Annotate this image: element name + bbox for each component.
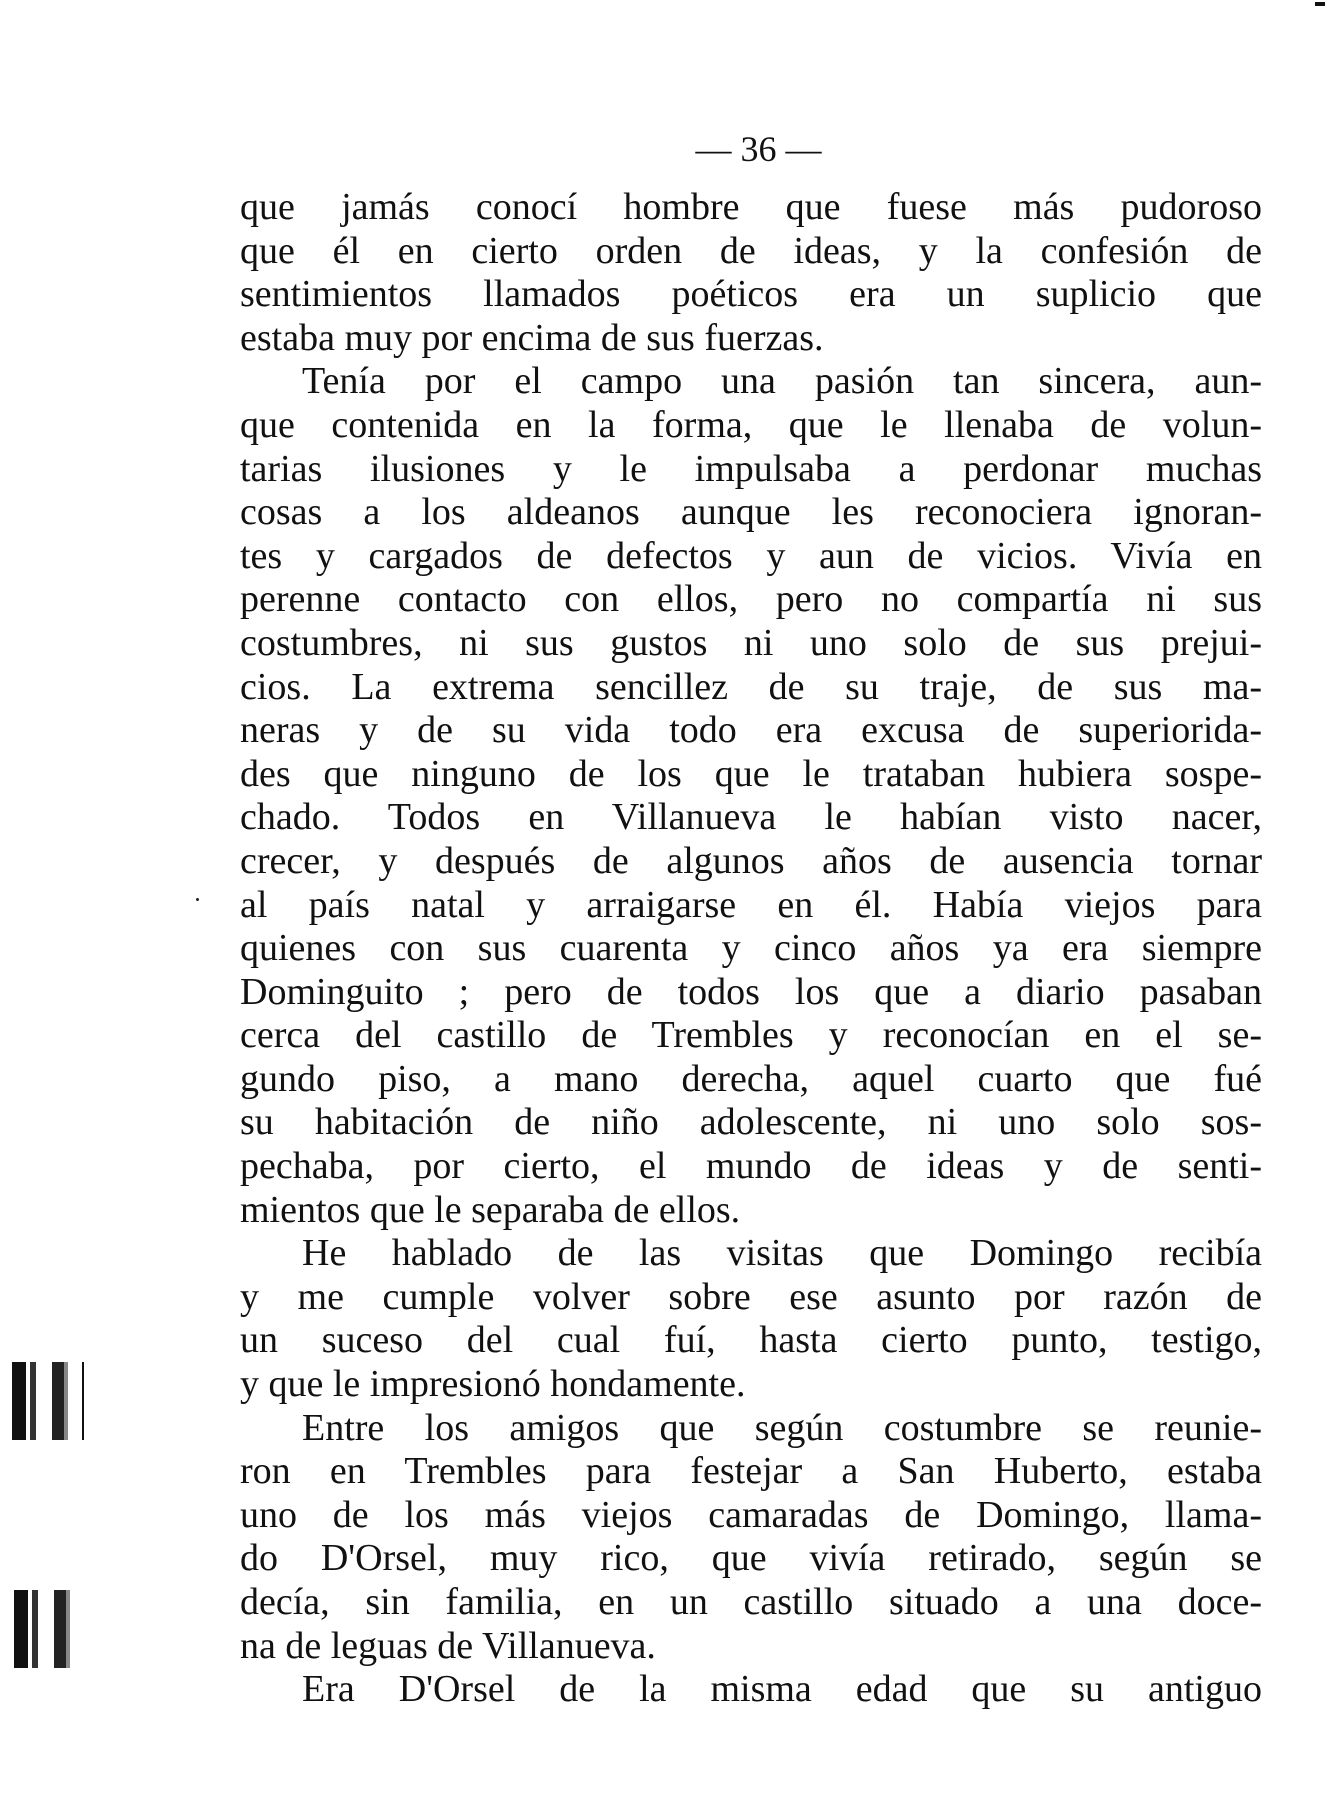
text-line: pechaba, por cierto, el mundo de ideas y de senti- (240, 1145, 1262, 1188)
text-line: des que ninguno de los que le trataban hubiera sospe- (240, 752, 1262, 795)
text-line: al país natal y arraigarse en él. Había viejos para (240, 883, 1262, 926)
scan-speck (196, 898, 199, 901)
text-line: crecer, y después de algunos años de ausencia tornar (240, 839, 1262, 882)
text-line: na de leguas de Villanueva. (240, 1624, 656, 1667)
text-line: perenne contacto con ellos, pero no compartía ni sus (240, 578, 1262, 621)
text-line: Era D'Orsel de la misma edad que su antiguo (302, 1668, 1262, 1711)
text-line: He hablado de las visitas que Domingo recibía (302, 1232, 1262, 1275)
scan-artifact (14, 1590, 84, 1668)
text-line: mientos que le separaba de ellos. (240, 1188, 741, 1231)
text-line: su habitación de niño adolescente, ni uno solo sos- (240, 1101, 1262, 1144)
text-line: cosas a los aldeanos aunque les reconociera ignoran- (240, 491, 1262, 534)
text-line: cios. La extrema sencillez de su traje, de sus ma- (240, 665, 1262, 708)
text-line: un suceso del cual fuí, hasta cierto punto, testigo, (240, 1319, 1262, 1362)
text-line: neras y de su vida todo era excusa de superiorida- (240, 709, 1262, 752)
text-line: tes y cargados de defectos y aun de vicios. Vivía en (240, 534, 1262, 577)
text-line: uno de los más viejos camaradas de Domingo, llama- (240, 1493, 1262, 1536)
text-line: tarias ilusiones y le impulsaba a perdonar muchas (240, 447, 1262, 490)
text-line: que contenida en la forma, que le llenaba de volun- (240, 403, 1262, 446)
text-line: decía, sin familia, en un castillo situado a una doce- (240, 1581, 1262, 1623)
text-line: Dominguito ; pero de todos los que a diario pasaban (240, 970, 1262, 1013)
text-line: sentimientos llamados poéticos era un suplicio que (240, 273, 1262, 316)
body-text (240, 186, 1262, 1712)
page-number: — 36 — (695, 129, 822, 169)
text-line: y me cumple volver sobre ese asunto por razón de (240, 1275, 1262, 1318)
scan-mark (1315, 2, 1325, 6)
text-line: Entre los amigos que según costumbre se reunie- (302, 1406, 1262, 1449)
text-line: que jamás conocí hombre que fuese más pudoroso (240, 186, 1262, 228)
text-line: chado. Todos en Villanueva le habían visto nacer, (240, 796, 1262, 839)
text-line: cerca del castillo de Trembles y reconocían en el se- (240, 1014, 1262, 1057)
text-line: do D'Orsel, muy rico, que vivía retirado, según se (240, 1537, 1262, 1580)
text-line: ron en Trembles para festejar a San Huberto, estaba (240, 1450, 1262, 1493)
text-line: y que le impresionó hondamente. (240, 1363, 746, 1406)
scan-artifact (12, 1362, 84, 1440)
text-line: gundo piso, a mano derecha, aquel cuarto que fué (240, 1057, 1262, 1100)
text-line: costumbres, ni sus gustos ni uno solo de sus prejui- (240, 621, 1262, 664)
text-line: quienes con sus cuarenta y cinco años ya era siempre (240, 927, 1262, 970)
text-line: Tenía por el campo una pasión tan sincera, aun- (302, 360, 1262, 403)
text-line: que él en cierto orden de ideas, y la confesión de (240, 229, 1262, 272)
text-line: estaba muy por encima de sus fuerzas. (240, 316, 824, 359)
